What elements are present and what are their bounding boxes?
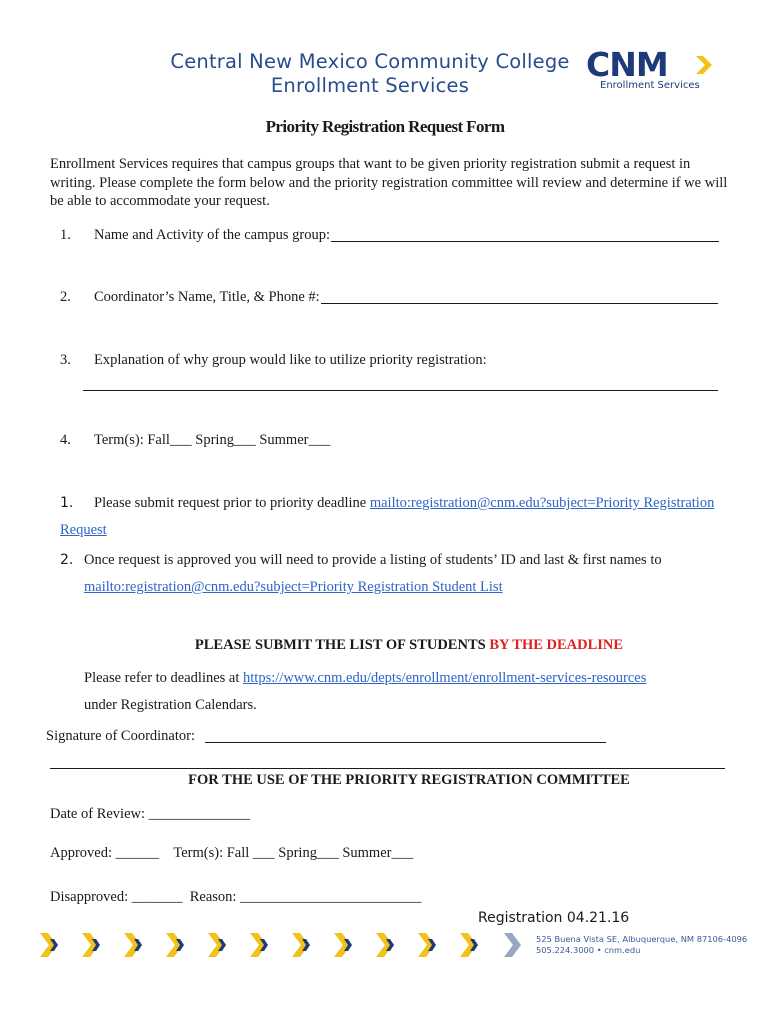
college-name: Central New Mexico Community College bbox=[170, 50, 570, 73]
student-list-email-link[interactable]: mailto:registration@cnm.edu?subject=Priority Registration Student List bbox=[84, 579, 503, 595]
deadline-emphasis: BY THE DEADLINE bbox=[489, 637, 624, 653]
committee-heading: FOR THE USE OF THE PRIORITY REGISTRATION COMMITTEE bbox=[188, 772, 630, 788]
approved-line[interactable]: Approved: ______ Term(s): Fall ___ Spring___ Summer___ bbox=[50, 845, 414, 861]
form-version-code: Registration 04.21.16 bbox=[478, 910, 630, 926]
submit-heading-text: PLEASE SUBMIT THE LIST OF STUDENTS bbox=[194, 637, 490, 653]
terms-label: Term(s): Fall___ Spring___ Summer___ bbox=[94, 432, 331, 448]
question-3 bbox=[60, 351, 730, 369]
coordinator-field[interactable] bbox=[321, 288, 718, 304]
note-number: 1. bbox=[60, 495, 74, 511]
logo-chevron-icon bbox=[694, 54, 714, 76]
deadlines-line bbox=[84, 669, 744, 687]
chevron-row-decoration bbox=[38, 929, 528, 963]
question-number: 4. bbox=[60, 432, 71, 448]
cnm-logo bbox=[584, 46, 718, 94]
note-number: 2. bbox=[60, 552, 74, 568]
logo-subtext: Enrollment Services bbox=[600, 80, 700, 91]
explanation-field[interactable] bbox=[83, 375, 718, 391]
deadlines-text: Please refer to deadlines at bbox=[84, 670, 244, 686]
address-line-1: 525 Buena Vista SE, Albuquerque, NM 87106-4096 bbox=[536, 934, 748, 944]
priority-request-email-link[interactable]: mailto:registration@cnm.edu?subject=Priority Registration Request bbox=[60, 495, 715, 538]
question-label: Name and Activity of the campus group: bbox=[94, 227, 330, 243]
question-number: 1. bbox=[60, 227, 71, 243]
chevron-icon bbox=[40, 933, 477, 957]
footer-address bbox=[536, 934, 747, 956]
intro-paragraph: Enrollment Services requires that campus groups that want to be given priority registration submit a request in writing. Please complete the form below and the priority registration committee will review and determine if we will be able to accommodate your request. bbox=[50, 156, 728, 209]
note-text: Please submit request prior to priority deadline bbox=[94, 495, 370, 511]
disapproved-line[interactable]: Disapproved: _______ Reason: _________________________ bbox=[50, 889, 422, 905]
question-number: 3. bbox=[60, 352, 71, 368]
form-title: Priority Registration Request Form bbox=[265, 117, 505, 136]
group-name-field[interactable] bbox=[331, 226, 719, 242]
date-of-review-field[interactable]: Date of Review: ______________ bbox=[50, 806, 251, 822]
question-4 bbox=[60, 431, 730, 449]
submit-heading bbox=[0, 637, 770, 654]
note-2 bbox=[60, 547, 744, 601]
question-label: Coordinator’s Name, Title, & Phone #: bbox=[94, 289, 320, 305]
deadlines-suffix: under Registration Calendars. bbox=[84, 697, 257, 713]
signature-label: Signature of Coordinator: bbox=[46, 728, 196, 744]
enrollment-resources-link[interactable]: https://www.cnm.edu/depts/enrollment/enrollment-services-resources bbox=[243, 670, 647, 686]
note-1 bbox=[60, 490, 740, 544]
logo-text: CNM bbox=[586, 45, 668, 84]
question-number: 2. bbox=[60, 289, 71, 305]
department-name: Enrollment Services bbox=[270, 74, 470, 97]
question-label: Explanation of why group would like to utilize priority registration: bbox=[94, 352, 487, 368]
signature-field[interactable] bbox=[205, 727, 606, 743]
section-divider bbox=[50, 768, 725, 769]
address-line-2: 505.224.3000 • cnm.edu bbox=[536, 945, 641, 955]
note-text: Once request is approved you will need to provide a listing of students’ ID and last & first names to bbox=[84, 552, 662, 568]
